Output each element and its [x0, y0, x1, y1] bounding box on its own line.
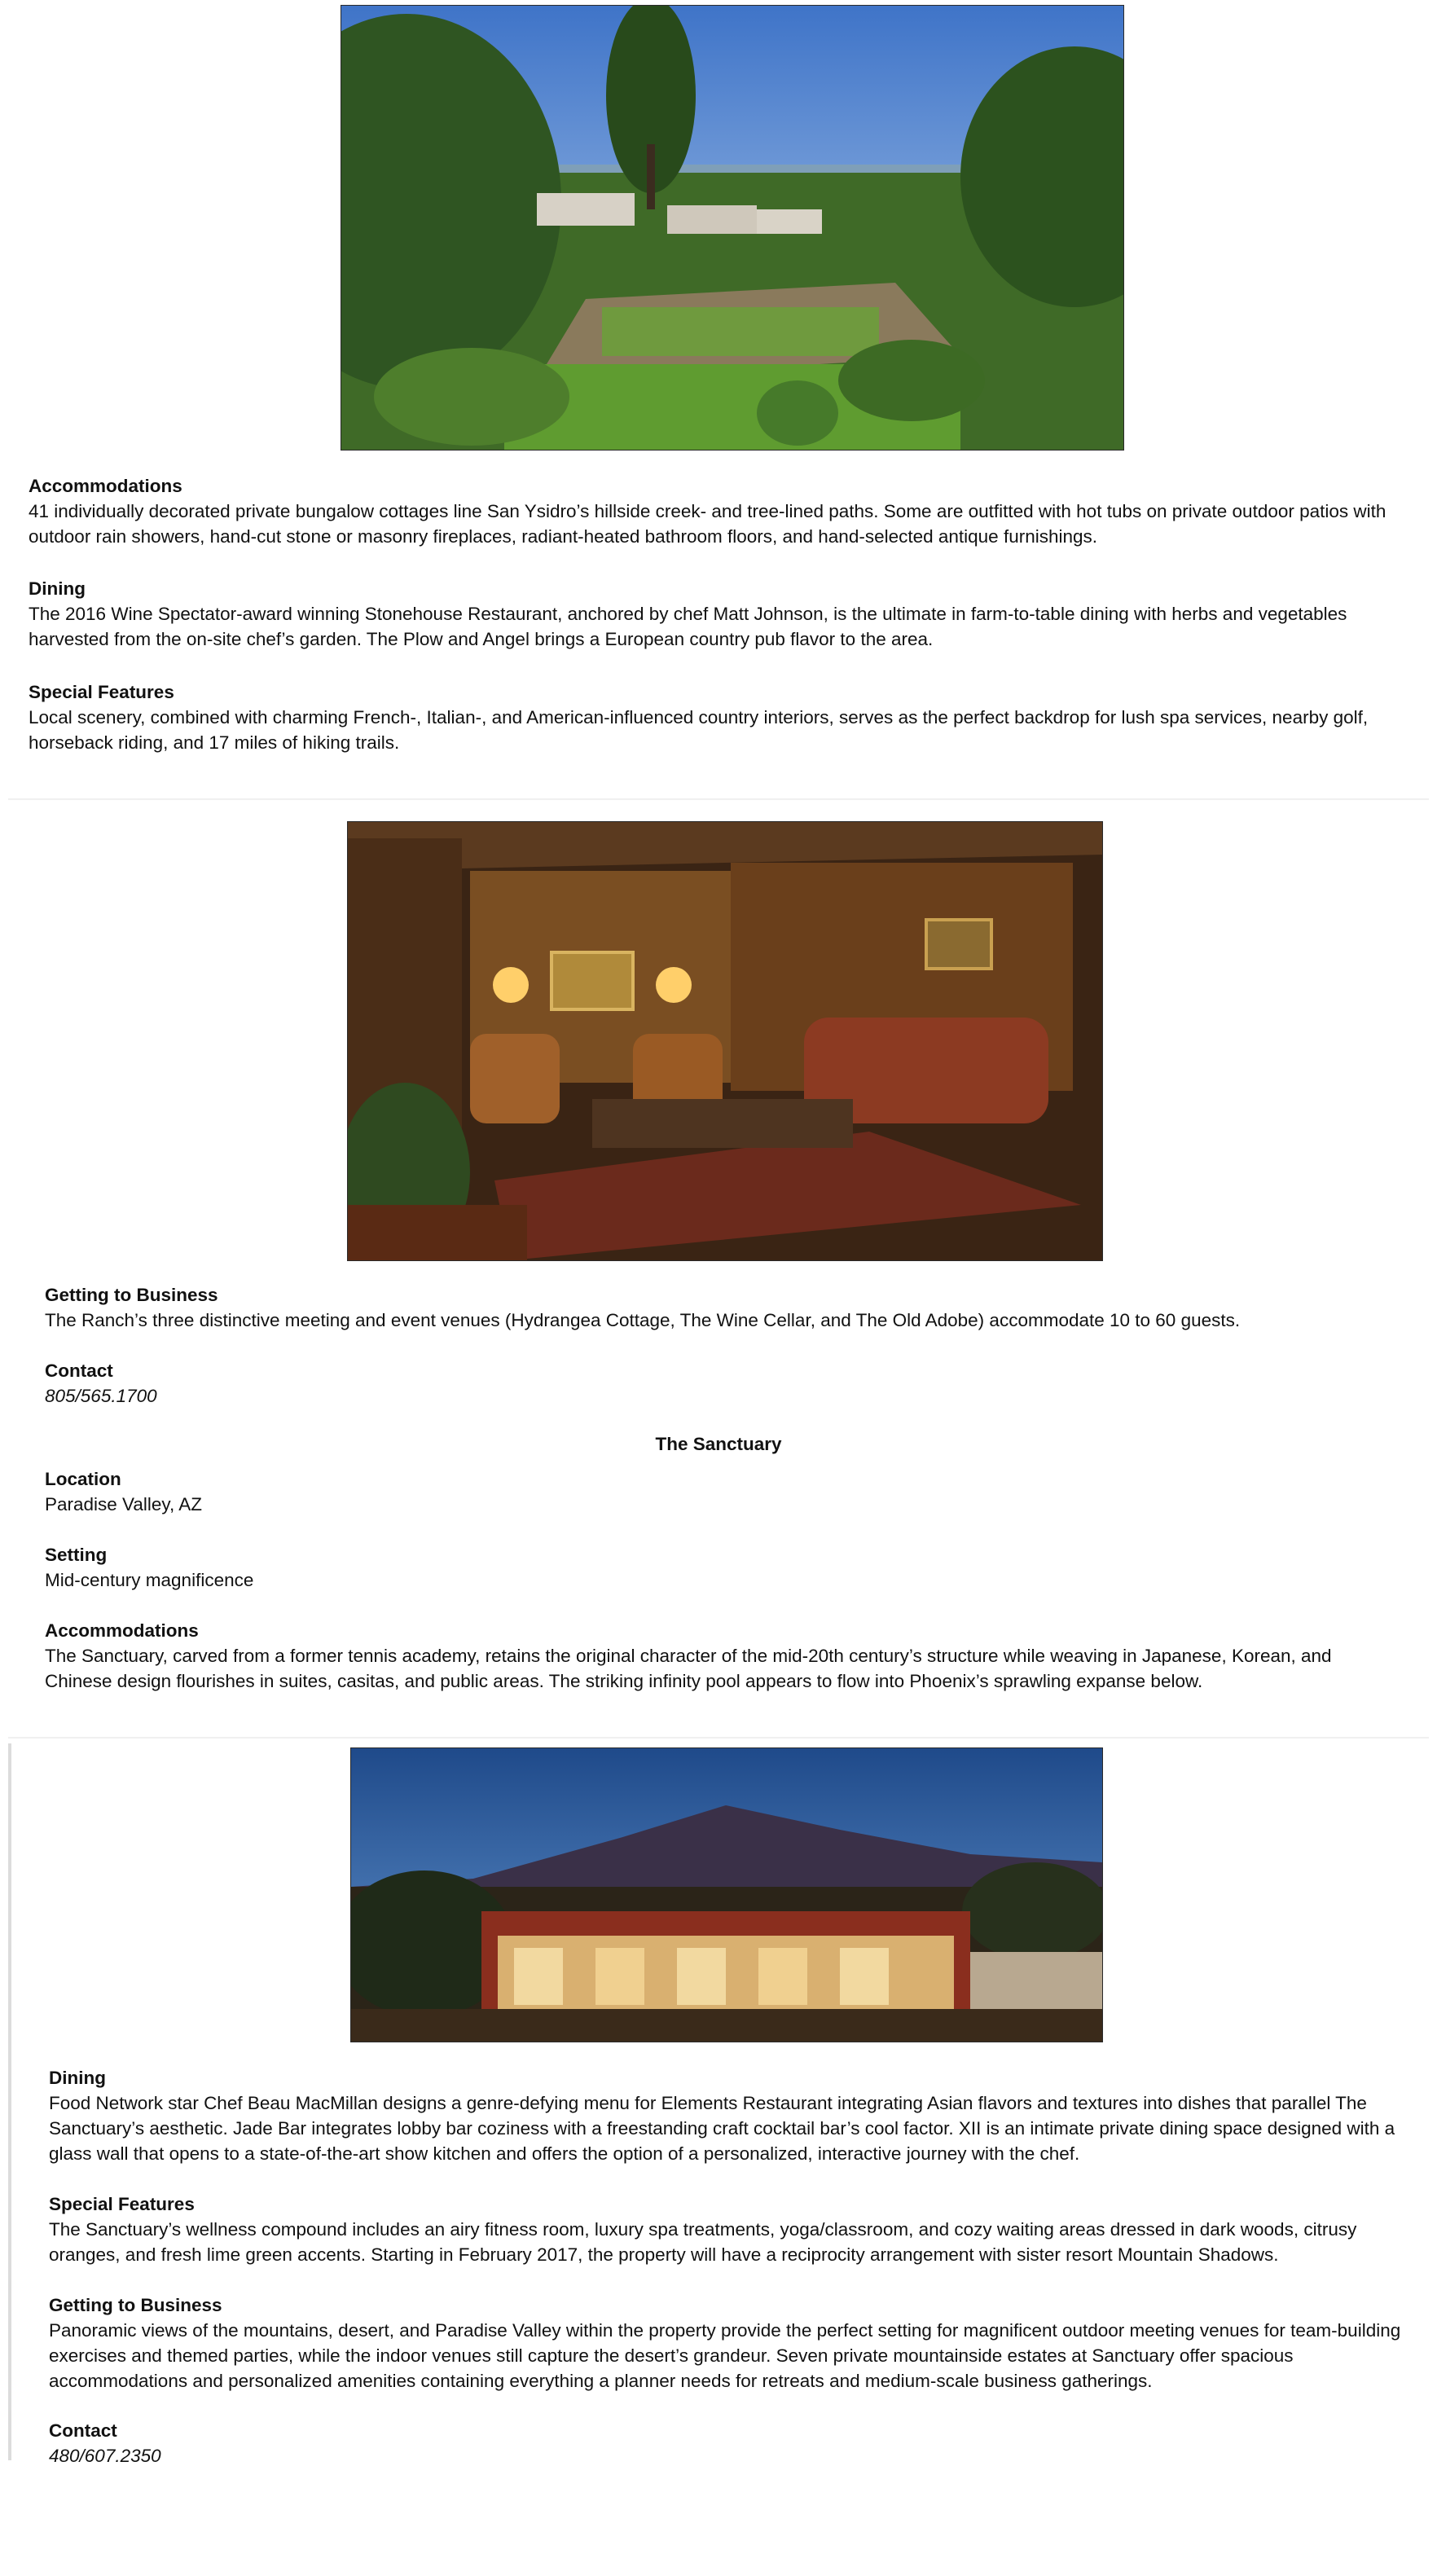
special-features-block	[29, 679, 1413, 755]
sanctuary-dining-heading: Dining	[49, 2068, 106, 2088]
sanctuary-accommodations-text: The Sanctuary, carved from a former tennis academy, retains the original character of the mid-20th century’s structure while weaving in Japanese, Korean, and Chinese design flourishes in suites, casitas, and public areas. The striking infinity pool appears to flow into Phoenix’s sprawling expanse below.	[45, 1646, 1332, 1691]
dining-heading: Dining	[29, 578, 86, 599]
library-lounge-photo	[347, 821, 1103, 1261]
contact-heading: Contact	[45, 1361, 113, 1381]
setting-heading: Setting	[45, 1545, 108, 1565]
sanctuary-getting-to-business-block	[49, 2292, 1401, 2394]
accommodations-text: 41 individually decorated private bungalow cottages line San Ysidro’s hillside creek- and tree-lined paths. Some are outfitted with hot tubs on private outdoor patios with outdoor rain showers, hand-cut stone or masonry fireplaces, radiant-heated bathroom floors, and hand-selected antique furnishings.	[29, 501, 1386, 547]
sanctuary-getting-to-business-heading: Getting to Business	[49, 2295, 222, 2315]
sanctuary-special-features-text: The Sanctuary’s wellness compound includes an airy fitness room, luxury spa treatments, yoga/classroom, and cozy waiting areas dressed in dark woods, citrusy oranges, and fresh lime green accents. Starting in February 2017, the property will have a reciprocity arrangement with sister resort Mountain Shadows.	[49, 2219, 1357, 2265]
contact-phone[interactable]: 805/565.1700	[45, 1386, 157, 1406]
resort-title: The Sanctuary	[655, 1434, 782, 1454]
accommodations-block	[29, 473, 1413, 549]
getting-to-business-block	[45, 1282, 1413, 1333]
contact-block	[45, 1358, 1413, 1409]
garden-estate-photo	[341, 5, 1124, 451]
sanctuary-special-features-block	[49, 2191, 1401, 2267]
getting-to-business-text: The Ranch’s three distinctive meeting and event venues (Hydrangea Cottage, The Wine Cellar, and The Old Adobe) accommodate 10 to 60 guests.	[45, 1310, 1241, 1330]
setting-block	[45, 1542, 1413, 1593]
mountain-resort-dusk-photo	[350, 1747, 1103, 2042]
accommodations-heading: Accommodations	[29, 476, 182, 496]
sanctuary-accommodations-block	[45, 1618, 1381, 1694]
sanctuary-getting-to-business-text: Panoramic views of the mountains, desert, and Paradise Valley within the property provide the perfect setting for magnificent outdoor meeting venues for team-building exercises and themed parties, while the indoor venues still capture the desert’s grandeur. Seven private mountainside estates at Sanctuary offer spacious accommodations and personalized amenities containing everything a planner needs for retreats and medium-scale business gatherings.	[49, 2320, 1401, 2391]
dining-block	[29, 576, 1413, 652]
sanctuary-contact-phone[interactable]: 480/607.2350	[49, 2446, 161, 2466]
sanctuary-special-features-heading: Special Features	[49, 2194, 195, 2214]
special-features-text: Local scenery, combined with charming French-, Italian-, and American-influenced country interiors, serves as the perfect backdrop for lush spa services, nearby golf, horseback riding, and 17 miles of hiking trails.	[29, 707, 1369, 753]
section-divider	[8, 1737, 1429, 1739]
dining-text: The 2016 Wine Spectator-award winning Stonehouse Restaurant, anchored by chef Matt Johnson, is the ultimate in farm-to-table dining with herbs and vegetables harvested from the on-site chef’s garden. The Plow and Angel brings a European country pub flavor to the area.	[29, 604, 1347, 649]
location-heading: Location	[45, 1469, 121, 1489]
sanctuary-contact-heading: Contact	[49, 2420, 117, 2441]
section-left-rule	[8, 1743, 11, 2460]
getting-to-business-heading: Getting to Business	[45, 1285, 218, 1305]
section-divider	[8, 798, 1429, 800]
special-features-heading: Special Features	[29, 682, 174, 702]
sanctuary-accommodations-heading: Accommodations	[45, 1620, 199, 1641]
location-text: Paradise Valley, AZ	[45, 1494, 203, 1514]
sanctuary-contact-block	[49, 2418, 1401, 2468]
sanctuary-dining-block	[49, 2065, 1401, 2166]
sanctuary-dining-text: Food Network star Chef Beau MacMillan designs a genre-defying menu for Elements Restaurant integrating Asian flavors and textures into dishes that parallel The Sanctuary’s aesthetic. Jade Bar integrates lobby bar coziness with a freestanding craft cocktail bar’s cool factor. XII is an intimate private dining space designed with a glass wall that opens to a state-of-the-art show kitchen and offers the option of a personalized, interactive journey with the chef.	[49, 2093, 1395, 2164]
location-block	[45, 1466, 1413, 1517]
setting-text: Mid-century magnificence	[45, 1570, 254, 1590]
